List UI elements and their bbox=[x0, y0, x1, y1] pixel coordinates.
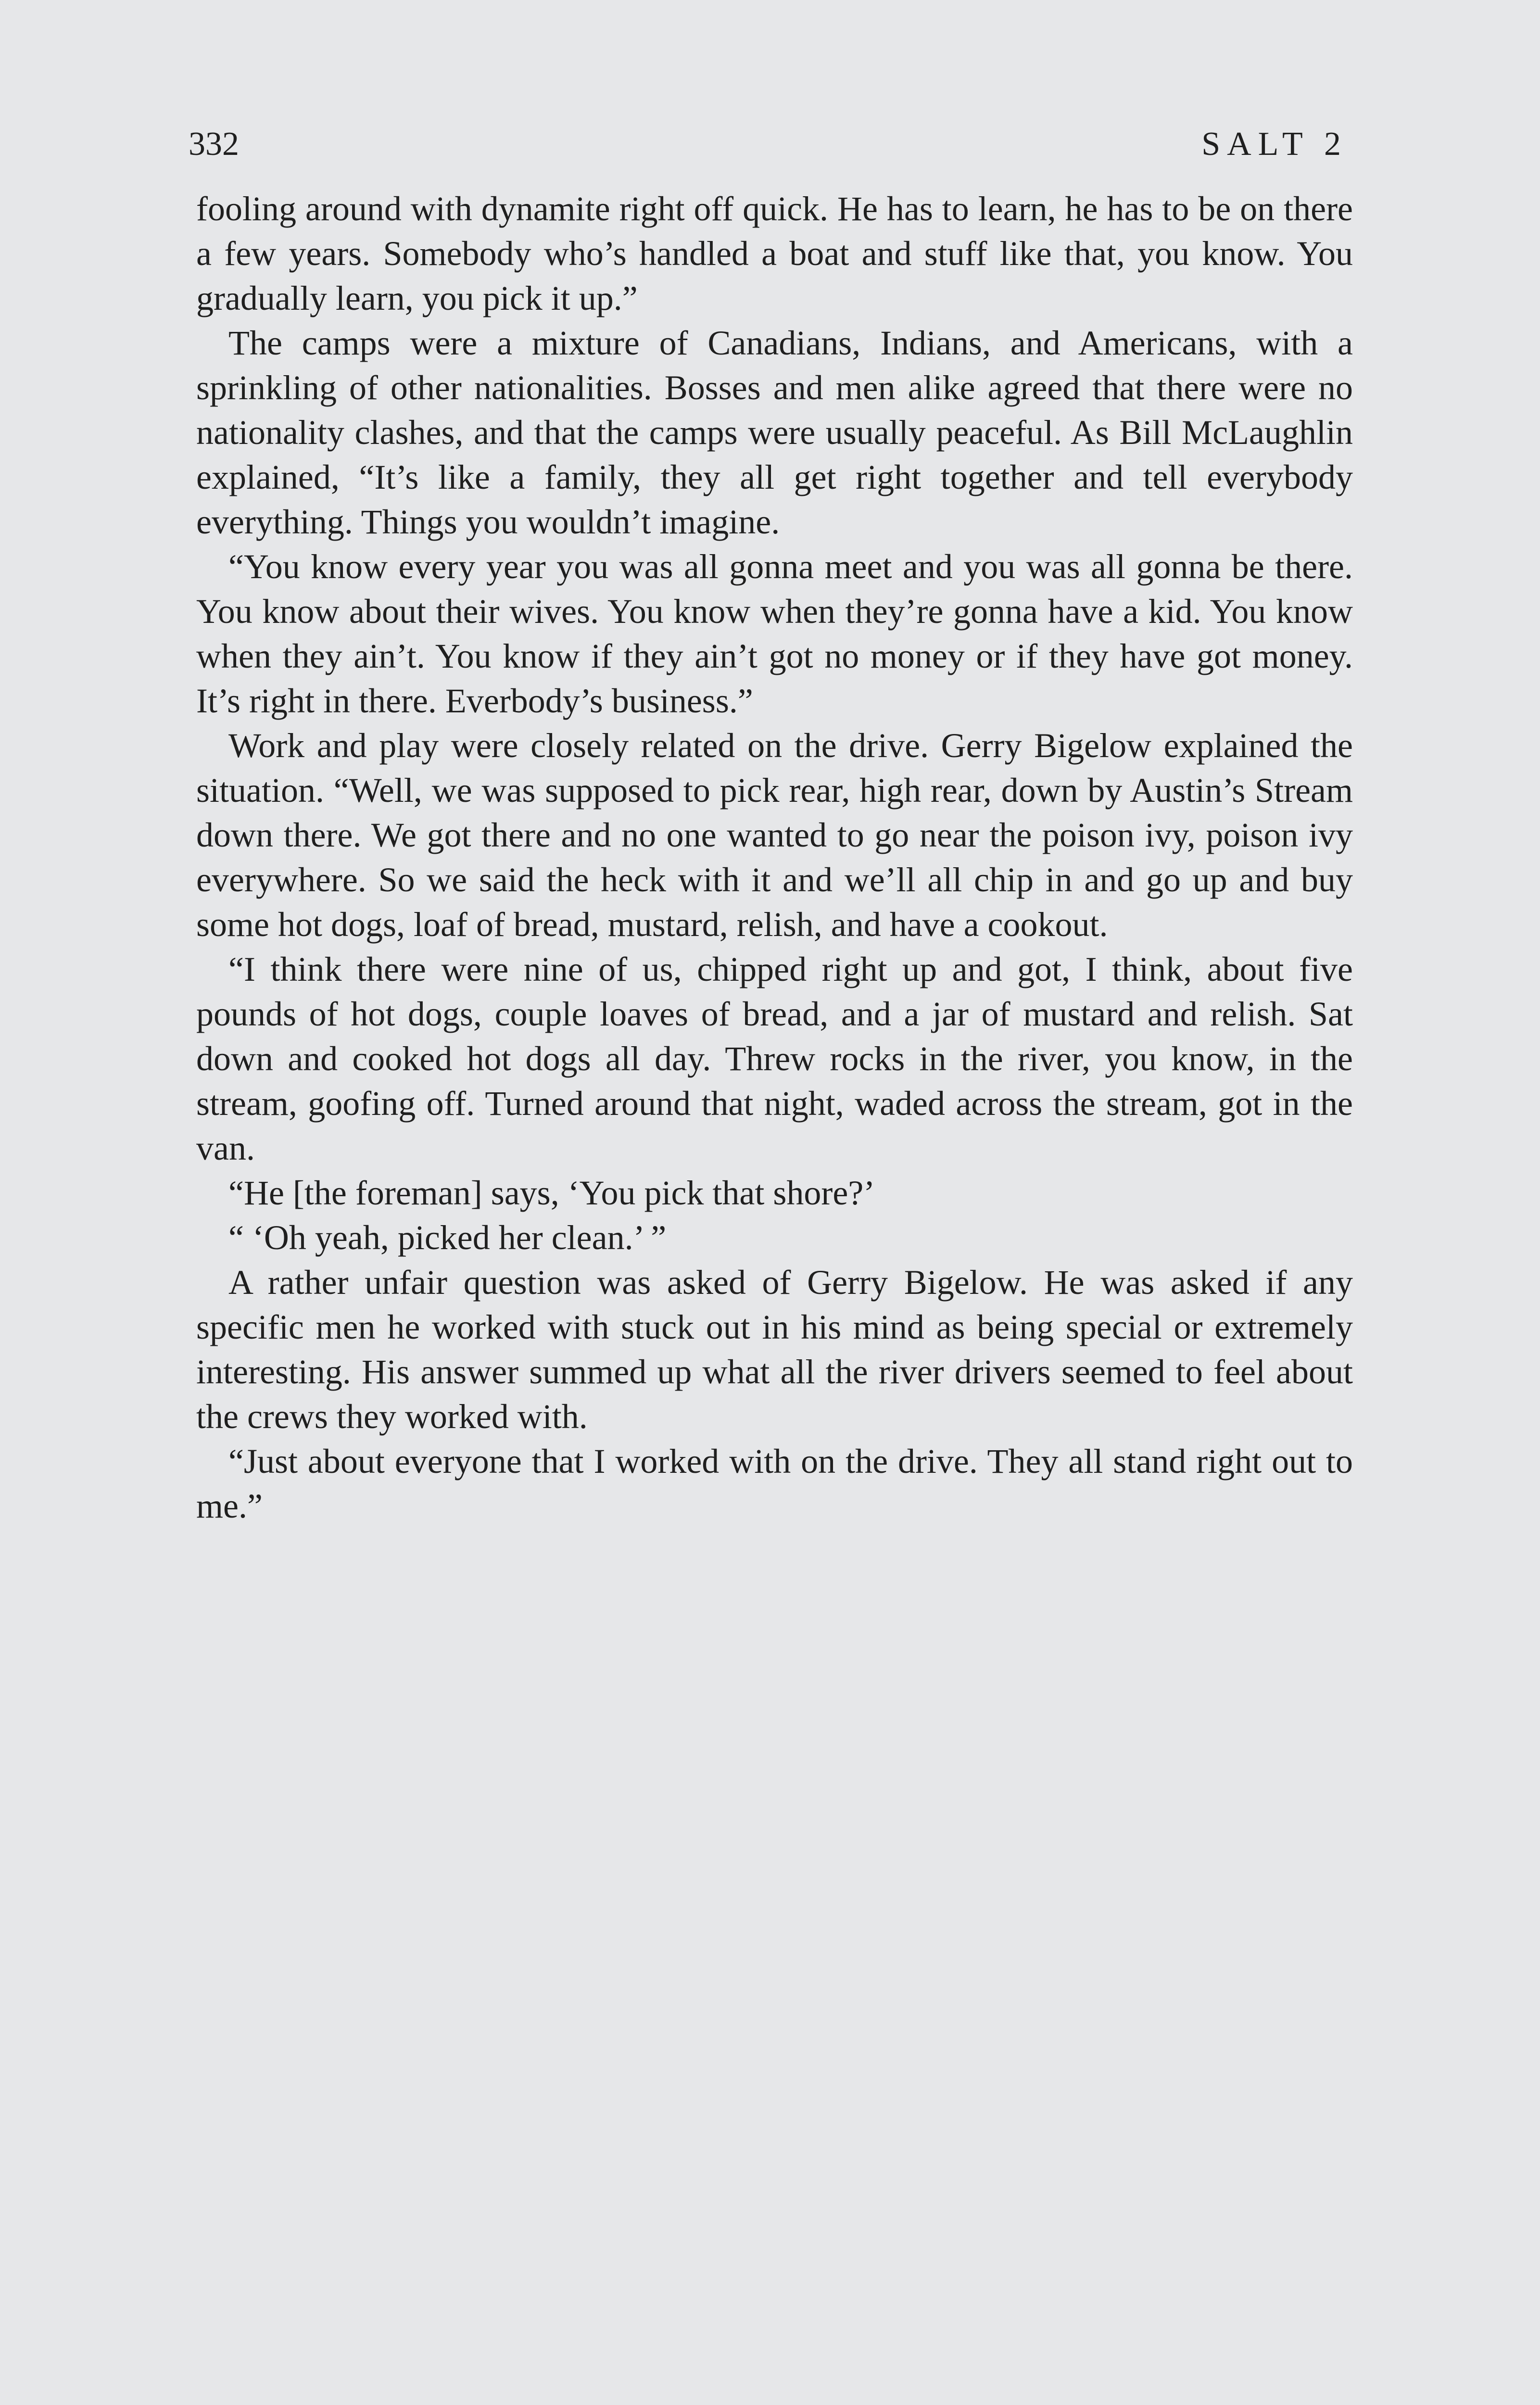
paragraph: “He [the foreman] says, ‘You pick that shore?’ bbox=[228, 1174, 875, 1212]
body-text bbox=[196, 187, 1353, 1529]
paragraph: “I think there were nine of us, chipped right up and got, I think, about five pounds of hot dogs, couple loaves of bread, and a jar of mustard and relish. Sat down and cooked hot dogs all day. Threw rocks in the river, you know, in the stream, goofing off. Turned around that night, waded across the stream, got in the van. bbox=[196, 950, 1353, 1167]
paragraph: Work and play were closely related on the drive. Gerry Bigelow explained the situation. “Well, we was supposed to pick rear, high rear, down by Austin’s Stream down there. We got there and no one wanted to go near the poison ivy, poison ivy everywhere. So we said the heck with it and we’ll all chip in and go up and buy some hot dogs, loaf of bread, mustard, relish, and have a cookout. bbox=[196, 726, 1353, 944]
paragraph: “You know every year you was all gonna meet and you was all gonna be there. You know about their wives. You know when they’re gonna have a kid. You know when they ain’t. You know if they ain’t got no money or if they have got money. It’s right in there. Everbody’s business.” bbox=[196, 547, 1353, 720]
paragraph: The camps were a mixture of Canadians, Indians, and Americans, with a sprinkling of other nationalities. Bosses and men alike agreed that there were no nationality clashes, and that the camps were usually peaceful. As Bill McLaughlin explained, “It’s like a family, they all get right together and tell everybody everything. Things you wouldn’t imagine. bbox=[196, 324, 1353, 541]
paragraph: fooling around with dynamite right off quick. He has to learn, he has to be on there a few years. Somebody who’s handled a boat and stuff like that, you know. You gradually learn, you pick it up.” bbox=[196, 190, 1353, 317]
paragraph: “Just about everyone that I worked with on the drive. They all stand right out to me.” bbox=[196, 1442, 1353, 1525]
paragraph: A rather unfair question was asked of Gerry Bigelow. He was asked if any specific men he worked with stuck out in his mind as being special or extremely interesting. His answer summed up what all the river drivers seemed to feel about the crews they worked with. bbox=[196, 1263, 1353, 1436]
running-head bbox=[189, 120, 1348, 173]
paragraph: “ ‘Oh yeah, picked her clean.’ ” bbox=[228, 1218, 667, 1257]
running-title: SALT 2 bbox=[1201, 126, 1348, 163]
page-number: 332 bbox=[189, 126, 239, 163]
